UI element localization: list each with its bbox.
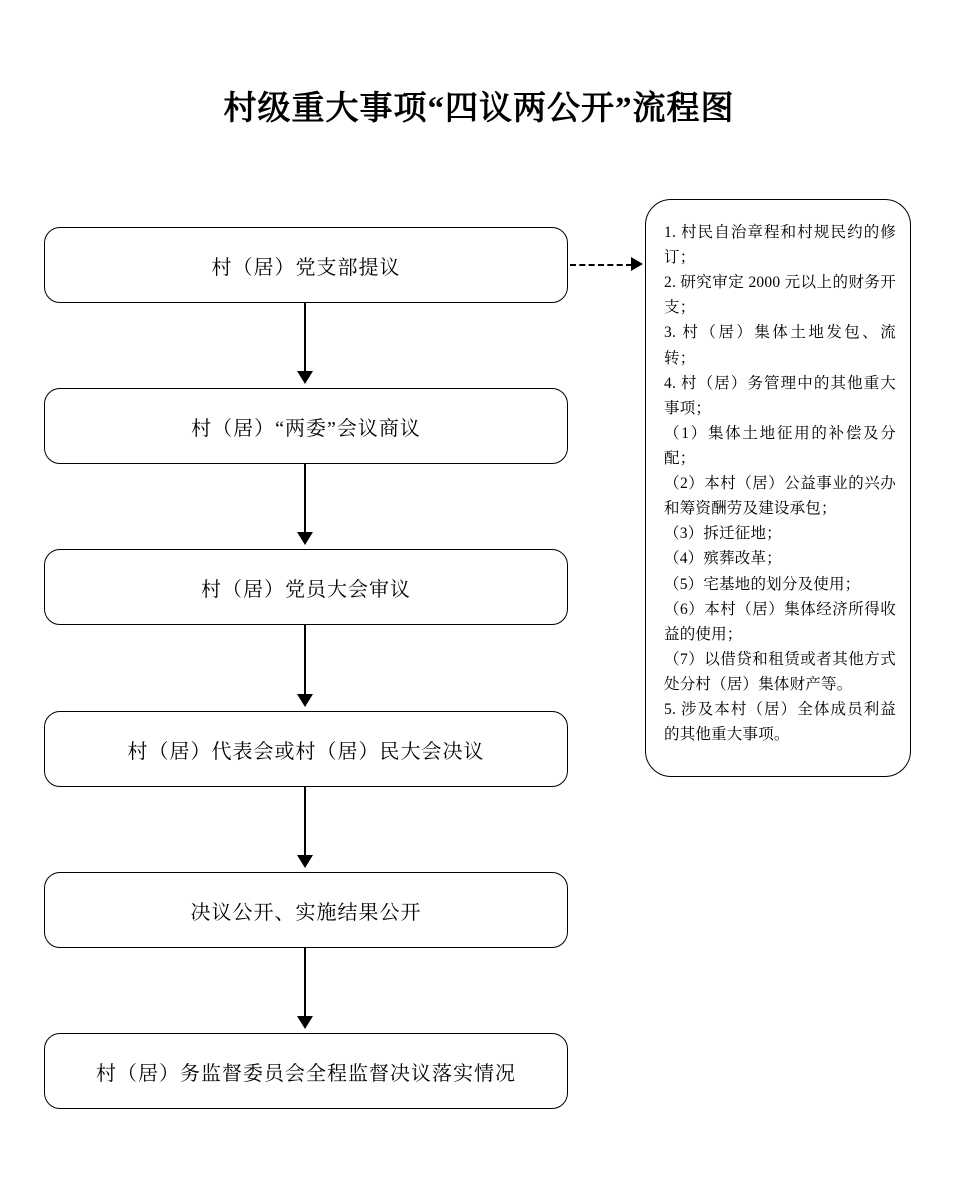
dashed-connector: [570, 264, 632, 266]
flow-step-label: 村（居）党支部提议: [211, 256, 401, 279]
arrow-head-3: [297, 694, 313, 707]
flow-step-label: 村（居）党员大会审议: [201, 578, 411, 601]
connector-4: [304, 787, 306, 857]
dashed-arrow-head: [631, 257, 643, 271]
page-title: 村级重大事项“四议两公开”流程图: [223, 91, 735, 127]
flow-step-party-member-meeting: [44, 549, 568, 625]
list-item: 3. 村（居）集体土地发包、流转；: [664, 324, 896, 367]
list-item: （4）殡葬改革；: [664, 550, 782, 568]
list-item: （6）本村（居）集体经济所得收益的使用；: [664, 600, 896, 643]
arrow-head-4: [297, 855, 313, 868]
flow-step-label: 村（居）代表会或村（居）民大会决议: [127, 740, 485, 763]
list-item: 1. 村民自治章程和村规民约的修订；: [664, 224, 896, 267]
list-item: 4. 村（居）务管理中的其他重大事项；: [664, 374, 896, 417]
flow-step-two-committees: [44, 388, 568, 464]
connector-1: [304, 303, 306, 373]
list-item: （3）拆迁征地；: [664, 525, 782, 543]
flow-step-proposal: [44, 227, 568, 303]
list-item: （5）宅基地的划分及使用；: [664, 575, 861, 593]
arrow-head-5: [297, 1016, 313, 1029]
connector-2: [304, 464, 306, 534]
connector-5: [304, 948, 306, 1018]
list-item: （7）以借贷和租赁或者其他方式处分村（居）集体财产等。: [664, 650, 896, 693]
flow-step-label: 村（居）务监督委员会全程监督决议落实情况: [96, 1062, 516, 1085]
list-item: 2. 研究审定 2000 元以上的财务开支；: [664, 274, 896, 317]
arrow-head-1: [297, 371, 313, 384]
list-item: （2）本村（居）公益事业的兴办和筹资酬劳及建设承包；: [664, 475, 896, 518]
flow-step-label: 村（居）“两委”会议商议: [191, 417, 421, 440]
flow-step-public-disclosure: [44, 872, 568, 948]
list-item: 5. 涉及本村（居）全体成员利益的其他重大事项。: [664, 701, 896, 744]
flow-step-supervision-committee: [44, 1033, 568, 1109]
major-matters-list: [664, 220, 896, 747]
flow-step-representative-meeting: [44, 711, 568, 787]
arrow-head-2: [297, 532, 313, 545]
connector-3: [304, 625, 306, 696]
flow-step-label: 决议公开、实施结果公开: [190, 901, 422, 924]
list-item: （1）集体土地征用的补偿及分配；: [664, 424, 896, 467]
major-matters-panel: [645, 199, 911, 777]
